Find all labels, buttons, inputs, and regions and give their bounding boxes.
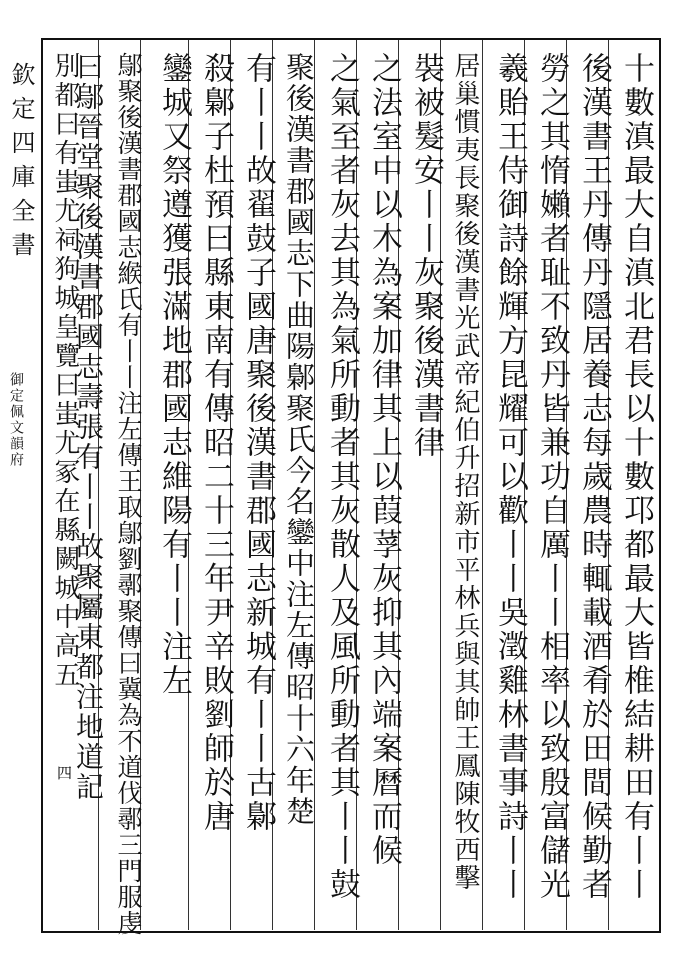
text-column-7: 之法室中以木為案加律其上以葭莩灰抑其內端案曆而候 — [366, 52, 402, 868]
text-column-2: 後漢書王丹傳丹隱居養志每歲農時輒載酒肴於田間候勤者 — [576, 52, 612, 902]
text-column-13: 鄔聚後漢書郡國志緱氏有丨丨注左傳王取鄔劉鄩聚傳曰冀為不道伐鄩三門服虔 — [114, 52, 143, 936]
text-column-12: 鑾城又祭遵獲張滿地郡國志維陽有丨丨注左 — [156, 52, 192, 698]
text-column-3: 勞之其惰嬾者耻不致丹皆兼功自厲丨丨相率以致殷富儲光 — [534, 52, 570, 902]
text-column-10: 有丨丨故翟鼓子國唐聚後漢書郡國志新城有丨丨古鄡 — [240, 52, 276, 834]
text-column-8: 之氣至者灰去其為氣所動者其灰散人及風所動者其丨丨鼓 — [324, 52, 360, 902]
text-column-1: 十數滇最大自滇北君長以十數邛都最大皆椎結耕田有丨丨 — [618, 52, 654, 902]
text-column-5: 居巢慣夷長聚後漢書光武帝紀伯升招新市平林兵與其帥王鳳陳牧西擊 — [450, 52, 480, 892]
text-column-16: 別都曰有蚩尤祠狗城皇覽曰蚩尤冢在縣闕城中高五 — [50, 52, 80, 690]
library-title: 欽定四庫全書 — [7, 62, 35, 266]
text-column-11: 殺鄡子杜預曰縣東南有傳昭二十三年尹辛敗劉師於唐 — [198, 52, 234, 834]
book-title: 御定佩文韻府 — [8, 372, 24, 468]
column-rule — [482, 40, 483, 930]
page-number: 四 — [57, 764, 73, 782]
margin-gutter — [0, 42, 45, 932]
text-column-6: 裝被髮安丨丨灰聚後漢書律 — [408, 52, 444, 460]
text-column-4: 羲貽王侍御詩餘輝方昆耀可以歡丨丨吳澂雞林書事詩丨丨 — [492, 52, 528, 902]
text-column-9: 聚後漢書郡國志下曲陽鄡聚氏今名鑾中注左傳昭十六年楚 — [282, 52, 316, 827]
text-column-14: 曰鄔晉堂聚後漢書郡國志壽張有丨丨故聚屬東都注地道記 — [72, 52, 105, 802]
